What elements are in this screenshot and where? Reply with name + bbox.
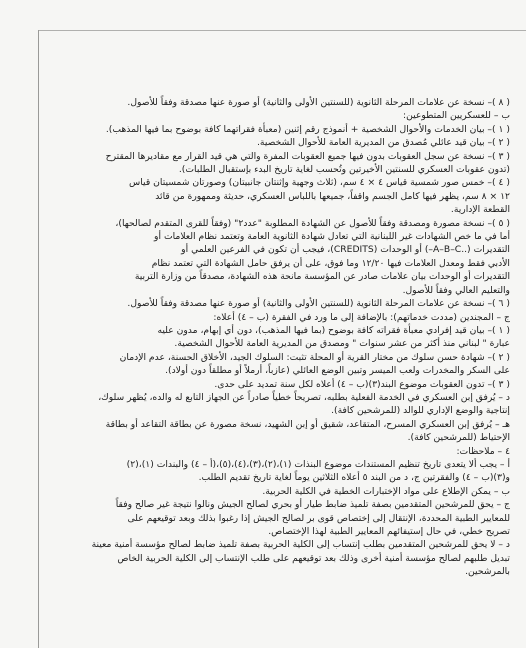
document-body [44,96,510,579]
text-line: أ – يجب ألا يتعدى تاريخ تنظيم المستندات موضوع البنذات (١)،(٢)،(٣)،(٤)،(٥)،(أ – ٤) والبندات (١)،(٢) [126,458,510,470]
text-line: إنتاجية والوضع الإداري للوالد (للمرشحين كافة). [331,405,510,417]
text-line: د – يُرفق إبن العسكري في الخدمة الفعلية بطلبه، تصريحاً خطياً صادراً عن الجهاز التابع له والده، يُظهر سلوك، [98,391,510,403]
text-line: الأدبي فقط ومعدل العلامات فيها ١٢/٢٠ وما فوق، على أن يرفق حامل الشهادة التي تعتمد نظام [151,257,510,269]
text-line: للمعايير الطبية المحددة، الإنتقال إلى إختصاص قوى بر لصالح الجيش إذا رغبوا بذلك وبعد توقيعهم على [127,512,510,524]
text-line: هـ – يُرفق إبن العسكري المسرح، المتقاعد، شقيق أو إبن الشهيد، نسخة مصورة عن بطاقة التقاعد أو بطاقة [105,418,510,430]
text-line: الإحتياط (للمرشحين كافة). [407,432,510,444]
page-left-border [38,30,39,648]
text-line: ( ٣ )– تدون العقوبات موضوع البند(٣)(ب – ٤) أعلاه لكل سنة تمديد على حدى. [214,378,510,390]
section-heading: ج – المجندين (مددت خدماتهم): بالإضافة إلى ما ورد في الفقرة (ب – ٤) أعلاه: [213,311,510,323]
text-line: ب – يمكن الإطلاع على مواد الإختبارات الخطية في الكلية الحربية. [262,485,510,497]
text-line: ١٢ × ٨ سم، يظهر فيها كامل الجسم واقفاً، جميعها باللباس العسكري، حديثة وممهورة من قائد [155,190,510,202]
text-line: بالمرشحين. [465,566,510,578]
text-line: القطعة الإدارية. [450,204,510,216]
page-top-border [38,30,526,31]
text-line: ج – يحق للمرشحين المتقدمين بصفة تلميذ ضابط طيار أو بحري لصالح الجيش ونالوا نتيجة غير صالح وفقاً [115,499,510,511]
text-line: ( ٢ )– بيان قيد عائلي مُصدق من المديرية العامة للأحوال الشخصية. [256,137,510,149]
text-line: ( ٣ )– نسخة عن سجل العقوبات بدون فيها جميع العقوبات المفرة والتي هي قيد القرار مع مقاديرها المقترح [105,150,510,162]
text-line: ( ٦ )– نسخة عن علامات المرحلة الثانوية (للسنتين الأولى والثانية) أو صورة عنها مصدقة وفقاً للأصول. [127,298,510,310]
text-line: ( ٨ )– نسخة عن علامات المرحلة الثانوية (للسنتين الأولى والثانية) أو صورة عنها مصدقة وفقاً للأصول. [127,97,510,108]
text-line: على السكر والمخدرات ولعب الميسر وتبين الوضع العائلي (عازباً، أرملاً أو مطلقاً دون أولاد). [165,365,510,377]
text-line: والتعليم العالي وفقاً للأصول. [402,284,510,296]
text-line: و(٣)(ب – ٤) والفقرتين ج، د من البند ٥ أعلاه الثلاثين يوماً لغاية تاريخ تقديم الطلب. [198,472,510,484]
text-line: (تدون عقوبات العسكري للسنتين الأخيرتين وتُحسب لغاية تاريخ البدء بإستقبال الطلبات). [178,164,510,176]
text-line: التقديرات (..A–B–C–) أو الوحدات (CREDITS)، فيجب أن تكون في الفرعين العلمي أو [181,244,510,256]
text-line: تصريح خطي، في حال إستيفائهم المعايير الطبية لهذا الإختصاص. [268,526,510,537]
text-line: ( ١ )– بيان قيد إفرادي معبأة فقراته كافة بوضوح (بما فيها المذهب)، دون أي إبهام، مدون عليه [157,324,510,336]
text-line: ( ٤ )– خمس صور شمسية قياس ٤ × ٤ سم، (ثلاث وجهية وإثنتان جانبيتان) وصورتان شمسيتان قياس [129,177,510,189]
text-line: ( ٥ )– نسخة مصورة ومصدقة وفقاً للأصول عن الشهادة المطلوبة "عدد٢" (وفقاً للقرى المتقدم لصالحها)، [115,217,510,229]
text-line: ( ١ )– بيان الخدمات والأحوال الشخصية + أنموذج رقم إثنين (معبأة فقراتهما كافة بوضوح بما فيها المذهب). [105,123,510,135]
text-line: التقديرات أو الوحدات بيان علامات صادر عن المؤسسة مانحة هذه الشهادة، مصدقاً من وزارة التربية [134,271,510,283]
notes-heading: ٤ – ملاحظات: [456,445,510,457]
text-line: عبارة " لبناني منذ أكثر من عشر سنوات " ومصدق من المديرية العامة للأحوال الشخصية. [174,338,510,350]
section-heading: ب – للعسكريين المتطوعين: [402,110,510,122]
text-line: د – لا يحق للمرشحين المتقدمين بطلب إنتساب إلى الكلية الحربية بصفة تلميذ ضابط لصالح مؤسسة أمنية معينة [91,539,510,551]
text-line: تبديل طلبهم لصالح مؤسسة أمنية أخرى وذلك بعد توقيعهم على طلب الإنتساب إلى الكلية الحربية الخاص [117,552,510,564]
text-line: ( ٢ )– شهادة حسن سلوك من مختار القرية أو المحلة تثبت: السلوك الجيد، الأخلاق الحسنة، عدم الإدمان [119,351,510,363]
text-line: أما في ما خص الشهادات غير اللبنانية التي تعادل شهادة الثانوية العامة وتعتمد نظام العلامات أو [154,231,510,243]
